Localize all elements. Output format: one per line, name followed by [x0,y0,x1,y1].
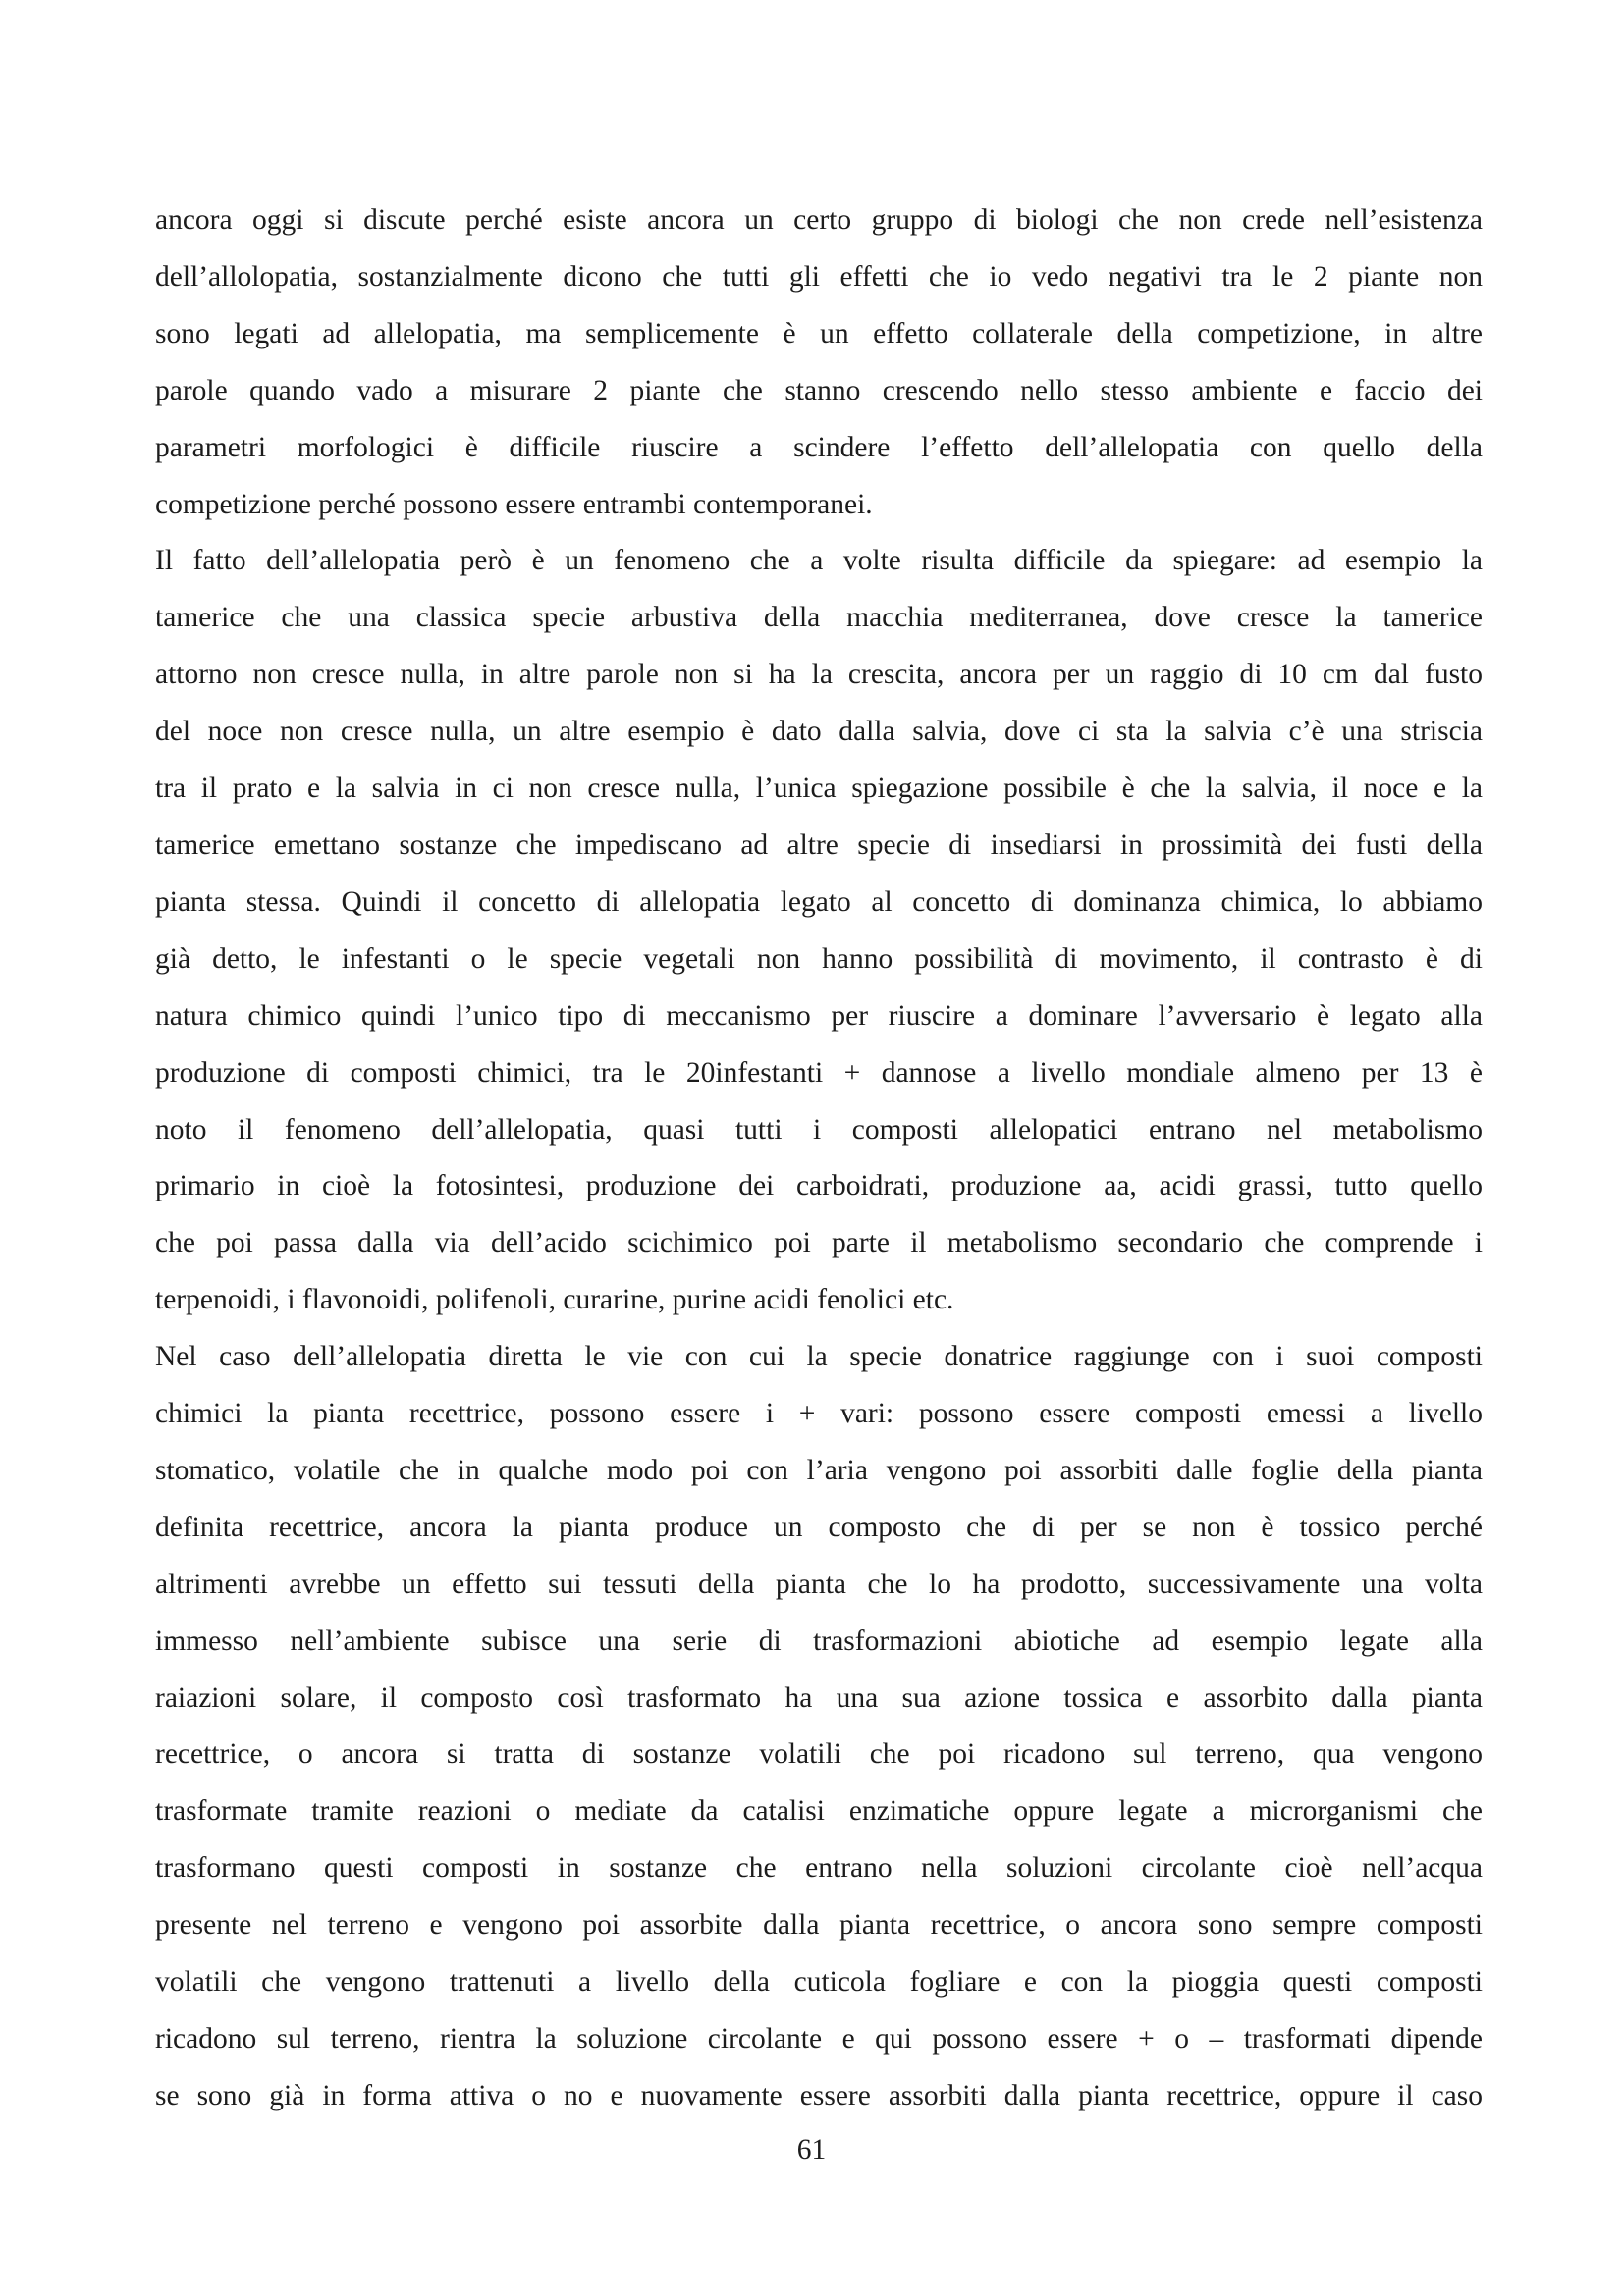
text-line: ancora oggi si discute perché esiste ancora un certo gruppo di biologi che non crede nell’esistenza [155,204,1483,236]
text-line: presente nel terreno e vengono poi assorbite dalla pianta recettrice, o ancora sono sempre composti [155,1909,1483,1942]
text-line: dell’allolopatia, sostanzialmente dicono che tutti gli effetti che io vedo negativi tra le 2 piante non [155,260,1483,293]
text-line: del noce non cresce nulla, un altre esempio è dato dalla salvia, dove ci sta la salvia c’è una striscia [155,716,1483,748]
text-line: produzione di composti chimici, tra le 20infestanti + dannose a livello mondiale almeno per 13 è [155,1056,1483,1089]
body-text [155,192,1483,2125]
text-line: recettrice, o ancora si tratta di sostanze volatili che poi ricadono sul terreno, qua vengono [155,1738,1483,1771]
text-line: trasformate tramite reazioni o mediate da catalisi enzimatiche oppure legate a microrganismi che [155,1795,1483,1828]
text-line: Nel caso dell’allelopatia diretta le vie con cui la specie donatrice raggiunge con i suoi composti [155,1341,1483,1373]
text-line: altrimenti avrebbe un effetto sui tessuti della pianta che lo ha prodotto, successivamente una volta [155,1568,1483,1600]
text-line: noto il fenomeno dell’allelopatia, quasi tutti i composti allelopatici entrano nel metabolismo [155,1113,1483,1146]
paragraph-2 [155,533,1483,1329]
text-line: definita recettrice, ancora la pianta produce un composto che di per se non è tossico perché [155,1511,1483,1543]
text-line: tra il prato e la salvia in ci non cresce nulla, l’unica spiegazione possibile è che la salvia, il noce e la [155,773,1483,805]
text-line: natura chimico quindi l’unico tipo di meccanismo per riuscire a dominare l’avversario è legato alla [155,999,1483,1032]
text-line: ricadono sul terreno, rientra la soluzione circolante e qui possono essere + o – trasformati dipende [155,2023,1483,2055]
page-number: 61 [796,2134,827,2165]
text-line: parole quando vado a misurare 2 piante che stanno crescendo nello stesso ambiente e faccio dei [155,374,1483,406]
text-line: tamerice emettano sostanze che impediscano ad altre specie di insediarsi in prossimità dei fusti della [155,828,1483,861]
text-line: attorno non cresce nulla, in altre parole non si ha la crescita, ancora per un raggio di 10 cm dal fusto [155,659,1483,691]
text-line: sono legati ad allelopatia, ma semplicemente è un effetto collaterale della competizione, in altre [155,317,1483,349]
text-line: trasformano questi composti in sostanze che entrano nella soluzioni circolante cioè nell’acqua [155,1852,1483,1885]
text-line: immesso nell’ambiente subisce una serie di trasformazioni abiotiche ad esempio legate alla [155,1625,1483,1657]
text-line: competizione perché possono essere entrambi contemporanei. [155,488,873,520]
text-line: stomatico, volatile che in qualche modo poi con l’aria vengono poi assorbiti dalle foglie della pianta [155,1454,1483,1486]
text-line: parametri morfologici è difficile riuscire a scindere l’effetto dell’allelopatia con quello della [155,431,1483,463]
paragraph-1 [155,192,1483,533]
text-line: raiazioni solare, il composto così trasformato ha una sua azione tossica e assorbito dalla pianta [155,1682,1483,1714]
text-line: se sono già in forma attiva o no e nuovamente essere assorbiti dalla pianta recettrice, oppure il caso [155,2079,1483,2111]
text-line: che poi passa dalla via dell’acido scichimico poi parte il metabolismo secondario che comprende i [155,1227,1483,1259]
text-line: tamerice che una classica specie arbustiva della macchia mediterranea, dove cresce la tamerice [155,602,1483,634]
text-line: pianta stessa. Quindi il concetto di allelopatia legato al concetto di dominanza chimica, lo abbiamo [155,885,1483,918]
text-line: volatili che vengono trattenuti a livello della cuticola fogliare e con la pioggia questi composti [155,1966,1483,1999]
text-line: già detto, le infestanti o le specie vegetali non hanno possibilità di movimento, il contrasto è di [155,942,1483,975]
text-line: chimici la pianta recettrice, possono essere i + vari: possono essere composti emessi a livello [155,1398,1483,1430]
paragraph-3 [155,1329,1483,2125]
text-line: Il fatto dell’allelopatia però è un fenomeno che a volte risulta difficile da spiegare: ad esempio la [155,545,1483,577]
text-line: terpenoidi, i flavonoidi, polifenoli, curarine, purine acidi fenolici etc. [155,1284,954,1316]
text-line: primario in cioè la fotosintesi, produzione dei carboidrati, produzione aa, acidi grassi, tutto quello [155,1170,1483,1202]
